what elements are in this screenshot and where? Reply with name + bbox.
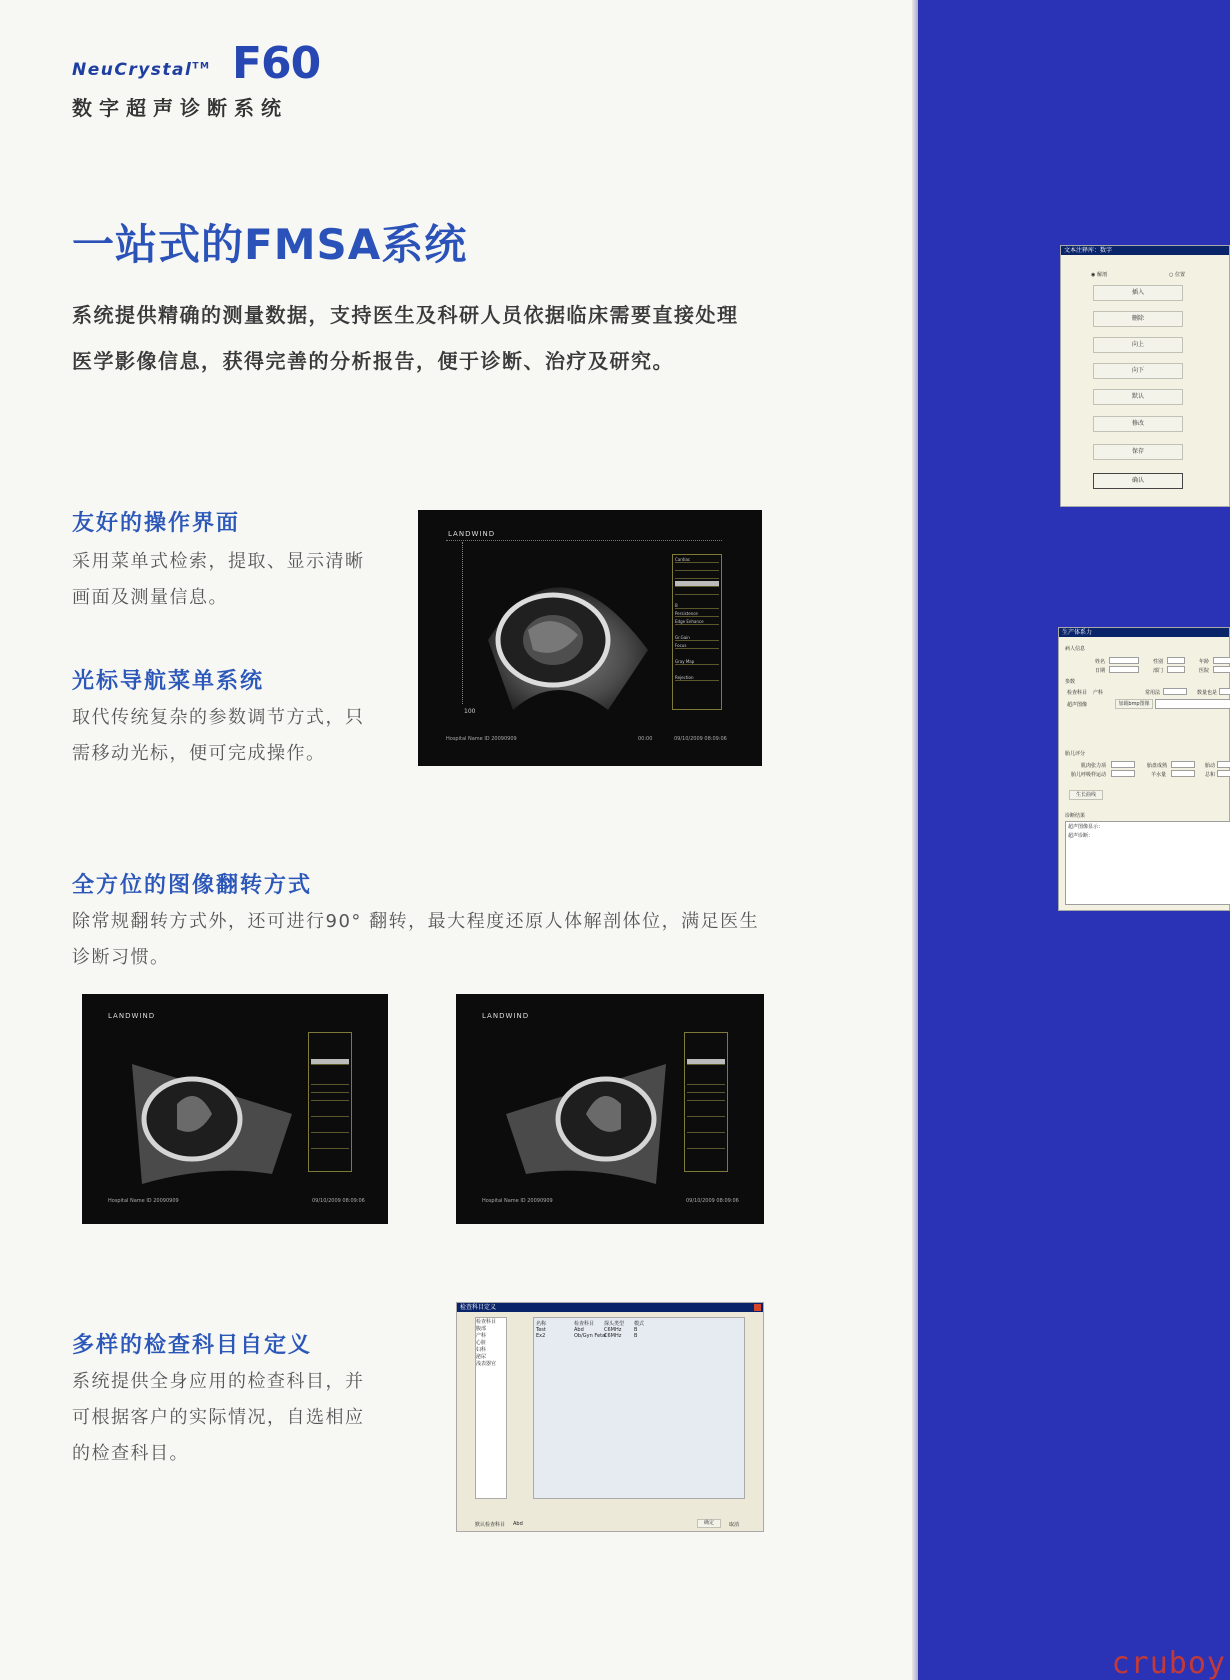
exam-type-value[interactable]: 产科 [1093, 690, 1104, 696]
score-field[interactable] [1217, 761, 1230, 768]
group-fetal-score: 胎儿评分 [1065, 751, 1086, 757]
dialog-titlebar: 文本注释库：数字 [1061, 246, 1229, 255]
field-label: 检查科目 [1067, 690, 1088, 696]
fetal-head-image [496, 1024, 686, 1184]
ultrasound-footer-right: 09/10/2009 08:09:06 [312, 1198, 365, 1204]
score-field[interactable] [1217, 770, 1230, 777]
ok-button[interactable]: 确定 [697, 1519, 721, 1528]
parameter-menu [308, 1032, 352, 1172]
page-title: 一站式的FMSA系统 [72, 220, 468, 269]
cancel-button[interactable]: 取消 [729, 1522, 740, 1528]
field-label: 常用法 [1145, 690, 1161, 696]
section-title-cursor-nav: 光标导航菜单系统 [72, 669, 265, 694]
score-field[interactable] [1171, 770, 1195, 777]
brand-subtitle: 数字超声诊断系统 [72, 96, 288, 120]
group-params: 参数 [1065, 679, 1076, 685]
diagnosis-label: 诊断结果 [1065, 813, 1086, 819]
growth-curve-button[interactable]: 生长曲线 [1069, 790, 1103, 800]
table-cell[interactable]: Ob/Gyn Fetal [574, 1333, 607, 1339]
menu-row [687, 1111, 725, 1117]
ultrasound-image-label: 超声图像 [1067, 702, 1088, 708]
list-item[interactable]: 心脏 [476, 1340, 487, 1346]
ultrasound-footer-left: Hospital Name ID 20090909 [108, 1198, 179, 1204]
section-title-ui: 友好的操作界面 [72, 511, 241, 536]
list-item[interactable]: 妇科 [476, 1347, 487, 1353]
menu-row [311, 1143, 349, 1149]
modify-button[interactable]: 修改 [1093, 416, 1183, 432]
ultrasound-screen-flip-left [82, 994, 388, 1224]
ultrasound-footer-mid: 00:00 [638, 736, 653, 742]
field-label: 肌肉张力项 [1081, 763, 1107, 769]
fetal-head-image [458, 540, 658, 710]
menu-row-selected [687, 1059, 725, 1065]
menu-row [311, 1079, 349, 1085]
fetal-head-image [112, 1024, 302, 1184]
list-item[interactable]: 泌尿 [476, 1354, 487, 1360]
menu-row-selected [675, 581, 719, 587]
field-label: 羊水量 [1151, 772, 1167, 778]
menu-row [687, 1095, 725, 1101]
field-label: 姓名 [1095, 659, 1106, 665]
section-body-exam: 系统提供全身应用的检查科目，并可根据客户的实际情况，自选相应的检查科目。 [72, 1371, 365, 1464]
depth-scale-value: 100 [464, 708, 476, 715]
field-label: 年龄 [1199, 659, 1210, 665]
menu-row [675, 565, 719, 571]
radio-anatomy[interactable]: ◉ 解剖 [1091, 272, 1107, 278]
table-cell[interactable]: C6MHz [604, 1333, 622, 1339]
list-item[interactable]: 产科 [476, 1333, 487, 1339]
ultrasound-footer-right: 09/10/2009 08:09:06 [674, 736, 727, 742]
menu-row [675, 589, 719, 595]
default-exam-label: 默认检查科目 [475, 1522, 506, 1528]
age-field[interactable] [1213, 657, 1230, 664]
name-field[interactable] [1109, 657, 1139, 664]
menu-row [311, 1087, 349, 1093]
date-field[interactable] [1109, 666, 1139, 673]
diagnosis-textarea[interactable] [1065, 821, 1230, 905]
menu-row [687, 1087, 725, 1093]
field-label: 医院 [1199, 668, 1210, 674]
exam-category-list[interactable] [475, 1317, 507, 1499]
sex-field[interactable] [1167, 657, 1185, 664]
menu-row [687, 1127, 725, 1133]
report-dialog [1058, 627, 1230, 911]
menu-row [311, 1127, 349, 1133]
field-label: 日期 [1095, 668, 1106, 674]
table-header[interactable]: 探头类型 [604, 1321, 625, 1327]
text-annotation-dialog [1060, 245, 1230, 507]
section-title-flip: 全方位的图像翻转方式 [72, 873, 313, 898]
menu-row [675, 573, 719, 579]
table-cell[interactable]: Ex2 [536, 1333, 546, 1339]
radio-position[interactable]: ○ 位置 [1169, 272, 1185, 278]
menu-row: Gr.Gain [675, 635, 719, 641]
confirm-button[interactable]: 确认 [1093, 473, 1183, 489]
move-up-button[interactable]: 向上 [1093, 337, 1183, 353]
menu-row [311, 1111, 349, 1117]
move-down-button[interactable]: 向下 [1093, 363, 1183, 379]
field-label: 总和 [1205, 772, 1216, 778]
close-icon[interactable] [754, 1304, 761, 1311]
ultrasound-screen-flip-right [456, 994, 764, 1224]
diagnosis-line: 超声诊断： [1068, 833, 1094, 839]
menu-row [687, 1143, 725, 1149]
field-label: 胎儿呼吸样运动 [1071, 772, 1107, 778]
menu-row: Edge Enhance [675, 619, 719, 625]
menu-row [311, 1095, 349, 1101]
brand-model: F60 [232, 38, 321, 89]
field-label: 胎动 [1205, 763, 1216, 769]
group-patient-info: 病人信息 [1065, 646, 1086, 652]
image-path-field[interactable] [1155, 699, 1230, 709]
menu-row [687, 1079, 725, 1085]
default-exam-value[interactable]: Abd [513, 1521, 523, 1527]
field-label: 数量也是 [1197, 690, 1218, 696]
insert-button[interactable]: 插入 [1093, 285, 1183, 301]
params-field[interactable] [1163, 688, 1187, 695]
list-item[interactable]: 检查科目 [476, 1319, 497, 1325]
parameter-menu [672, 554, 722, 710]
count-field[interactable] [1219, 688, 1230, 695]
menu-row: B [675, 603, 719, 609]
ultrasound-logo: LANDWIND [448, 530, 496, 538]
menu-row: Gray Map [675, 659, 719, 665]
field-label: 性别 [1153, 659, 1164, 665]
table-header[interactable]: 模式 [634, 1321, 645, 1327]
menu-row: Persistence [675, 611, 719, 617]
default-button[interactable]: 默认 [1093, 389, 1183, 405]
section-body-ui: 采用菜单式检索，提取、显示清晰画面及测量信息。 [72, 551, 365, 608]
table-cell[interactable]: Test [536, 1327, 546, 1333]
table-header[interactable]: 名称 [536, 1321, 547, 1327]
intro-paragraph: 系统提供精确的测量数据，支持医生及科研人员依据临床需要直接处理医学影像信息，获得完善的分析报告，便于诊断、治疗及研究。 [72, 303, 739, 373]
exam-table [533, 1317, 745, 1499]
hospital-field[interactable] [1213, 666, 1230, 673]
section-title-exam: 多样的检查科目自定义 [72, 1333, 313, 1358]
ultrasound-logo: LANDWIND [108, 1012, 156, 1020]
ultrasound-footer-left: Hospital Name ID 20090909 [446, 736, 517, 742]
field-label: 部门 [1153, 668, 1164, 674]
menu-row-selected [311, 1059, 349, 1065]
ultrasound-footer-left: Hospital Name ID 20090909 [482, 1198, 553, 1204]
dialog-titlebar: 检查科目定义 [457, 1303, 763, 1312]
table-cell[interactable]: Abd [574, 1327, 584, 1333]
ultrasound-footer-right: 09/10/2009 08:09:06 [686, 1198, 739, 1204]
dialog-titlebar: 生产体系力 [1059, 628, 1229, 637]
menu-row: Rejection [675, 675, 719, 681]
score-field[interactable] [1111, 761, 1135, 768]
menu-row: Cardiac [675, 557, 719, 563]
exam-definition-dialog [456, 1302, 764, 1532]
parameter-menu [684, 1032, 728, 1172]
table-cell[interactable]: B [634, 1333, 638, 1339]
ultrasound-screen-main [418, 510, 762, 766]
ultrasound-logo: LANDWIND [482, 1012, 530, 1020]
trademark-mark: TM [192, 61, 211, 72]
menu-row: Focus [675, 643, 719, 649]
list-item[interactable]: 浅表器官 [476, 1361, 497, 1367]
section-body-flip: 除常规翻转方式外，还可进行90° 翻转，最大程度还原人体解剖体位，满足医生诊断习惯。 [72, 911, 760, 968]
table-header[interactable]: 检查科目 [574, 1321, 595, 1327]
score-field[interactable] [1171, 761, 1195, 768]
list-item[interactable]: 腹部 [476, 1326, 487, 1332]
watermark: cruboy [1111, 1646, 1226, 1680]
table-cell[interactable]: B [634, 1327, 638, 1333]
save-button[interactable]: 保存 [1093, 444, 1183, 460]
score-field[interactable] [1111, 770, 1135, 777]
table-cell[interactable]: C6MHz [604, 1327, 622, 1333]
section-body-cursor-nav: 取代传统复杂的参数调节方式，只需移动光标，便可完成操作。 [72, 707, 365, 764]
diagnosis-line: 超声图像显示： [1068, 824, 1104, 830]
brand-name: NeuCrystal™ [72, 60, 211, 80]
department-field[interactable] [1167, 666, 1185, 673]
field-label: 胎盘成熟 [1147, 763, 1168, 769]
load-bmp-button[interactable]: 加载bmp图像 [1115, 699, 1153, 709]
delete-button[interactable]: 删除 [1093, 311, 1183, 327]
